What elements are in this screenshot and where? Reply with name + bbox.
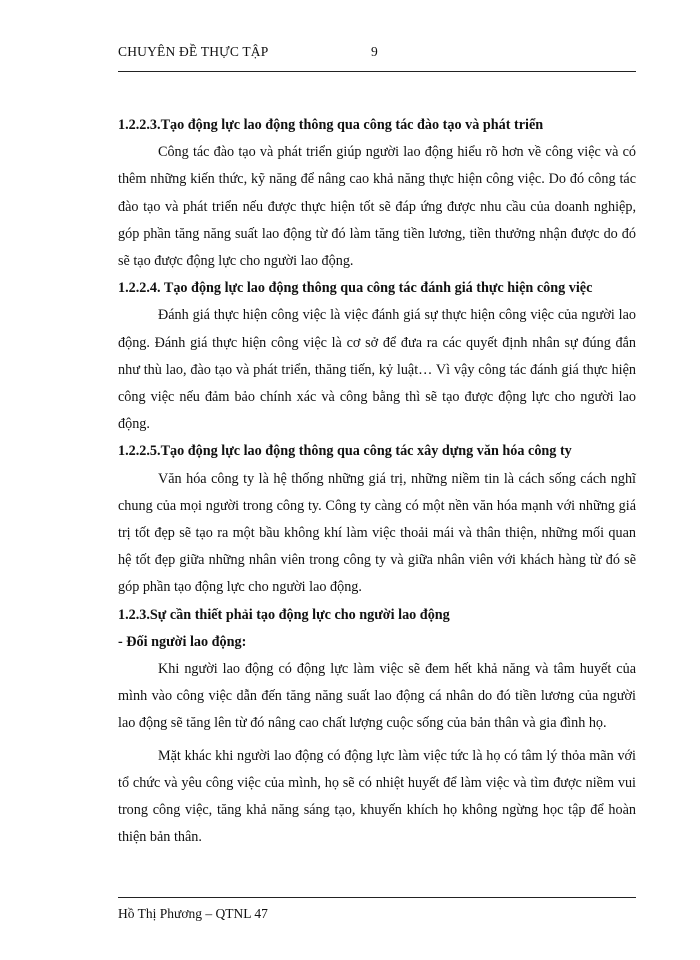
paragraph-culture: Văn hóa công ty là hệ thống những giá trị, những niềm tin là cách sống cách nghĩ chung của mọi người trong công ty. Công ty càng có một nền văn hóa mạnh với những giá trị tốt đẹp sẽ tạo ra một bầu không khí làm việc thoải mái và thân thiện, những mối quan hệ tốt đẹp giữa những nhân viên trong công ty và giữa nhân viên với khách hàng từ đó sẽ góp phần tạo động lực cho người lao động. [118,470,636,596]
section-heading-1-2-2-3: 1.2.2.3.Tạo động lực lao động thông qua công tác đào tạo và phát triển [118,117,544,133]
paragraph-evaluation: Đánh giá thực hiện công việc là việc đánh giá sự thực hiện công việc của người lao động. Đánh giá thực hiện công việc là cơ sở để đưa ra các quyết định nhân sự đúng đắn như thù lao, đào tạo và phát triển, thăng tiến, kỷ luật… Vì vậy công tác đánh giá thực hiện công việc nếu đảm bảo chính xác và công bằng thì sẽ tạo được động lực cho người lao động. [118,307,636,433]
header-rule [118,71,636,72]
subheading-for-employees: - Đối người lao động: [118,633,247,650]
section-heading-1-2-2-4: 1.2.2.4. Tạo động lực lao động thông qua công tác đánh giá thực hiện công việc [118,280,593,297]
paragraph-training: Công tác đào tạo và phát triển giúp người lao động hiểu rõ hơn về công việc và có thêm những kiến thức, kỹ năng để nâng cao khả năng thực hiện công việc. Do đó công tác đào tạo và phát triển nếu được thực hiện tốt sẽ đáp ứng được nhu cầu của doanh nghiệp, góp phần tăng năng suất lao động từ đó làm tăng tiền lương, tiền thưởng nhận được do đó sẽ tạo được động lực cho người lao động. [118,144,636,270]
section-heading-1-2-3: 1.2.3.Sự cần thiết phải tạo động lực cho người lao động [118,606,450,623]
page-header [118,44,636,66]
footer-rule [118,897,636,898]
section-heading-1-2-2-5: 1.2.2.5.Tạo động lực lao động thông qua công tác xây dựng văn hóa công ty [118,443,572,460]
page-number: 9 [371,44,378,59]
page-footer: Hồ Thị Phương – QTNL 47 [118,906,268,921]
paragraph-employees-2: Mặt khác khi người lao động có động lực làm việc tức là họ có tâm lý thỏa mãn với tổ chức và yêu công việc của mình, họ sẽ có nhiệt huyết để làm việc và tìm được niềm vui trong công việc, tăng khả năng sáng tạo, khuyến khích họ không ngừng học tập để hoàn thiện bản thân. [118,747,636,846]
paragraph-employees-1: Khi người lao động có động lực làm việc sẽ đem hết khả năng và tâm huyết của mình vào công việc dẫn đến tăng năng suất lao động cá nhân do đó tiền lương của người lao động sẽ tăng lên từ đó nâng cao chất lượng cuộc sống của bản thân và gia đình họ. [118,661,636,732]
page-content [118,112,636,851]
document-title: CHUYÊN ĐỀ THỰC TẬP [118,44,269,59]
